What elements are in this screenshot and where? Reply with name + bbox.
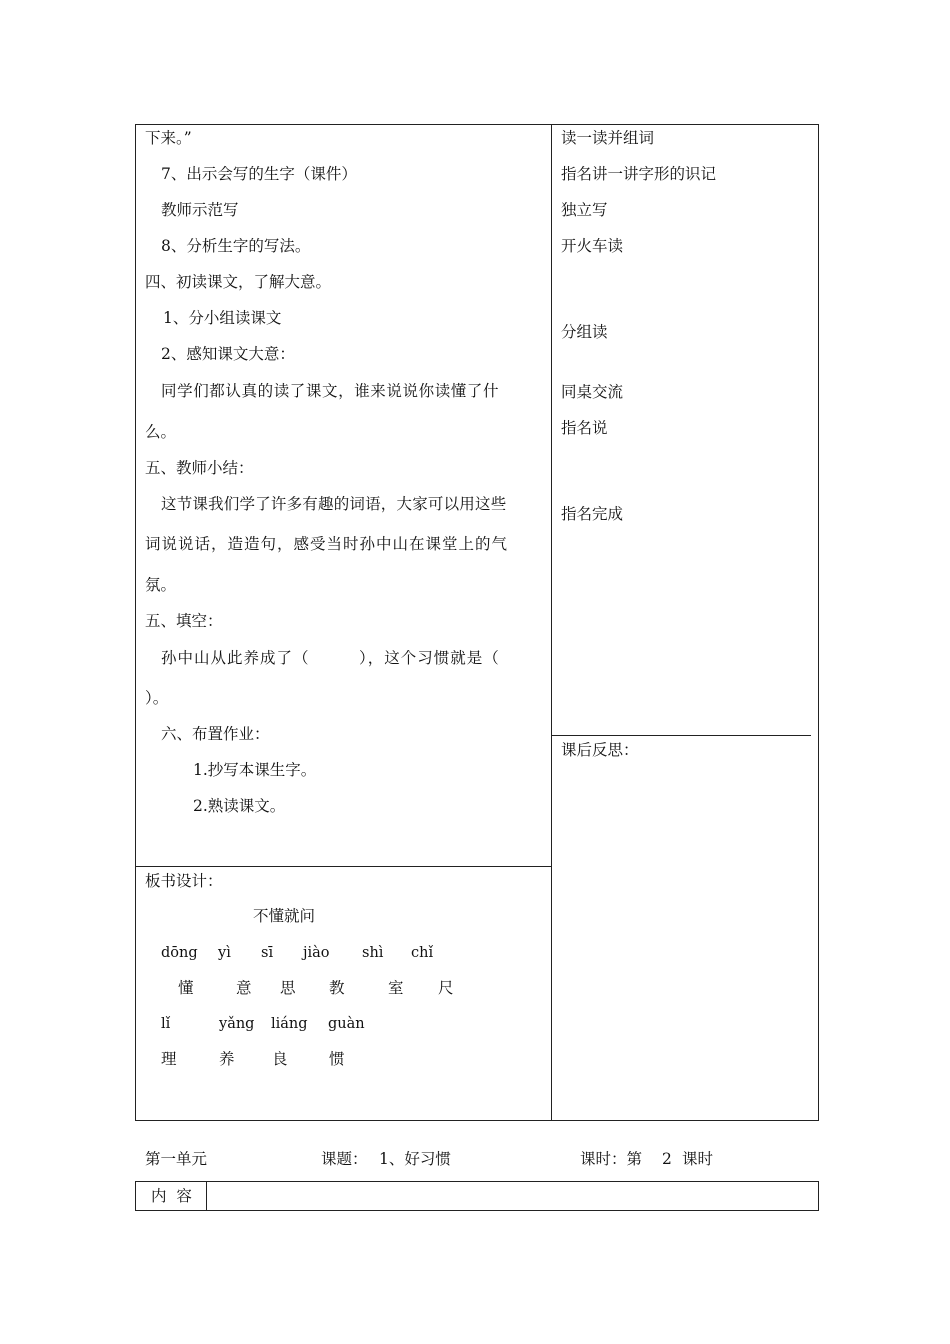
- character: 懂: [178, 979, 194, 997]
- pinyin: liáng: [271, 1016, 308, 1032]
- fill-in-blank: 孙中山从此养成了（ ），这个习惯就是（: [161, 649, 500, 667]
- unit-label: 第一单元: [145, 1150, 208, 1168]
- character: 惯: [329, 1050, 345, 1068]
- character: 教: [329, 979, 345, 997]
- section-heading: 五、教师小结：: [145, 459, 254, 477]
- topic-title: 1、好习惯: [379, 1150, 451, 1168]
- text-line: 下来。”: [145, 129, 192, 147]
- board-label: 板书设计：: [145, 872, 223, 890]
- reflection-label: 课后反思：: [561, 741, 639, 759]
- character: 思: [280, 979, 296, 997]
- homework-item: 2.熟读课文。: [193, 797, 286, 815]
- activity-line: 开火车读: [561, 237, 624, 255]
- pinyin: shì: [362, 945, 384, 961]
- text-line: ）。: [145, 689, 169, 707]
- pinyin: lǐ: [161, 1016, 171, 1032]
- pinyin: jiào: [303, 945, 330, 961]
- text-line: 教师示范写: [161, 201, 239, 219]
- character: 室: [388, 979, 404, 997]
- pinyin: yǎng: [219, 1016, 255, 1032]
- character: 尺: [438, 979, 454, 997]
- section-heading: 五、填空：: [145, 612, 223, 630]
- text-line: 氛。: [145, 576, 177, 594]
- period-number: 2: [662, 1150, 672, 1168]
- pinyin: chǐ: [411, 945, 434, 961]
- board-divider: [135, 866, 552, 867]
- text-line: 么。: [145, 423, 177, 441]
- text-line: 8、分析生字的写法。: [161, 237, 311, 255]
- topic-label: 课题：: [321, 1150, 368, 1168]
- text-line: 1、分小组读课文: [163, 309, 282, 327]
- text-line: 7、出示会写的生字（课件）: [161, 165, 357, 183]
- character: 意: [236, 979, 252, 997]
- pinyin: sī: [261, 945, 274, 961]
- character: 良: [272, 1050, 288, 1068]
- period-suffix: 课时: [682, 1150, 714, 1168]
- activity-line: 分组读: [561, 323, 608, 341]
- activity-line: 读一读并组词: [561, 129, 655, 147]
- homework-item: 1.抄写本课生字。: [193, 761, 317, 779]
- text-line: 2、感知课文大意：: [161, 345, 295, 363]
- content-table: [135, 1181, 819, 1211]
- pinyin: yì: [218, 945, 231, 961]
- text-line: 同学们都认真的读了课文，谁来说说你读懂了什: [161, 382, 500, 400]
- text-line: 这节课我们学了许多有趣的词语，大家可以用这些: [161, 495, 507, 513]
- content-divider: [206, 1181, 207, 1211]
- period-label: 课时：第: [580, 1150, 643, 1168]
- pinyin: guàn: [328, 1016, 365, 1032]
- content-label: 内 容: [151, 1187, 192, 1205]
- section-heading: 六、布置作业：: [161, 725, 270, 743]
- board-title: 不懂就问: [253, 907, 316, 925]
- character: 养: [219, 1050, 235, 1068]
- activity-line: 指名讲一讲字形的识记: [561, 165, 717, 183]
- activity-line: 独立写: [561, 201, 608, 219]
- activity-line: 同桌交流: [561, 383, 624, 401]
- pinyin: dōng: [161, 945, 198, 961]
- text-line: 词说说话，造造句，感受当时孙中山在课堂上的气: [145, 535, 509, 553]
- activity-line: 指名完成: [561, 505, 624, 523]
- character: 理: [161, 1050, 177, 1068]
- reflection-divider: [551, 735, 811, 736]
- activity-line: 指名说: [561, 419, 608, 437]
- section-heading: 四、初读课文，了解大意。: [145, 273, 332, 291]
- column-divider: [551, 124, 552, 1121]
